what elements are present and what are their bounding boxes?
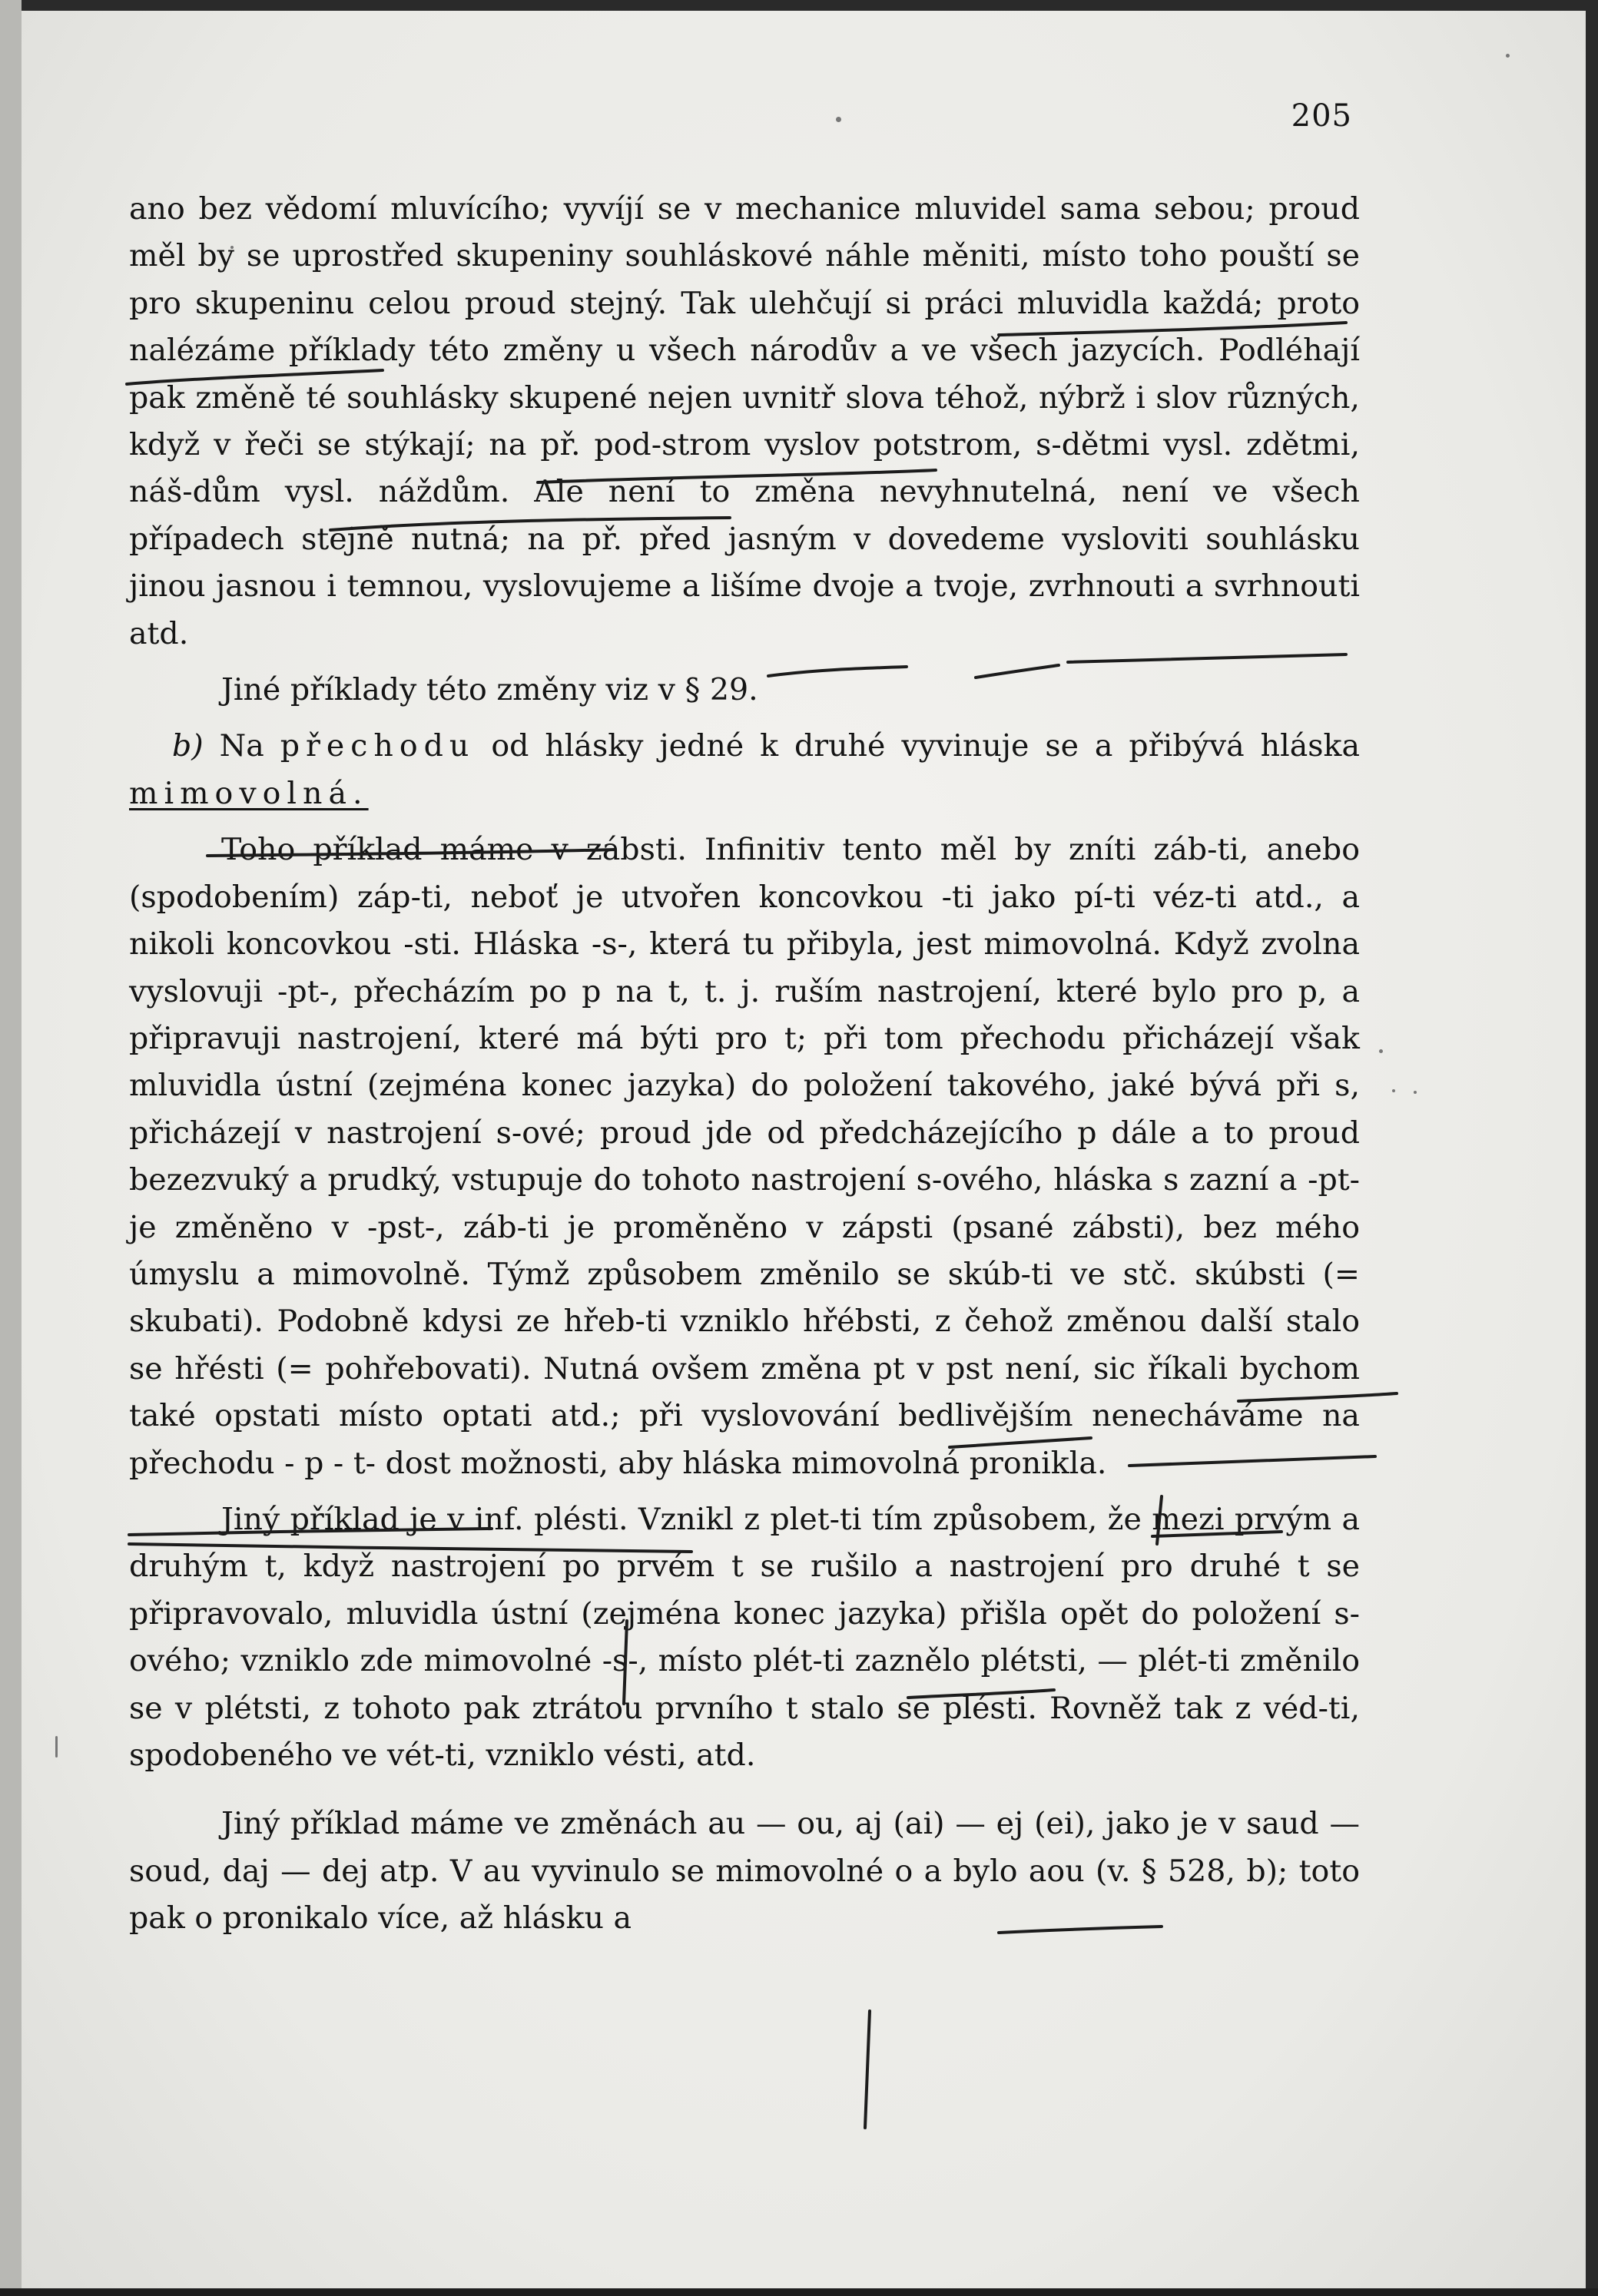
body-text: [129, 186, 1360, 1943]
section-b-term-2: mimovolná.: [129, 775, 369, 811]
scan-border-right: [1586, 0, 1598, 2296]
paragraph-5: Jiný příklad máme ve změnách au — ou, aj (ai) — ej (ei), jako je v saud — soud, daj — dej atp. V au vyvinulo se mimovolné o a bylo aou (v. § 528, b); toto pak o pronikalo více, až hlásku a: [129, 1806, 1360, 1937]
paragraph-4: Jiný příklad je v inf. plésti. Vznikl z plet-ti tím způsobem, že mezi prvým a druhým t, když nastrojení po prvém t se rušilo a nastrojení pro druhé t se připravovalo, mluvidla ústní (zejména konec jazyka) přišla opět do položení s-ového; vzniklo zde mimovolné -s-, místo plét-ti zaznělo plétsti, — plét-ti změnilo se v plétsti, z tohoto pak ztrátou prvního t stalo se plésti. Rovněž tak z véd-ti, spodobeného ve vét-ti, vzniklo vésti, atd.: [129, 1501, 1360, 1773]
paragraph-1: ano bez vědomí mluvícího; vyvíjí se v mechanice mluvidel sama sebou; proud měl by se uprostřed skupeniny souhláskové náhle měniti, místo toho pouští se pro skupeninu celou proud stejný. Tak ulehčují si práci mluvidla každá; proto nalézáme příklady této změny u všech národův a ve všech jazycích. Podléhají pak změně té souhlásky skupené nejen uvnitř slova téhož, nýbrž i slov různých, když v řeči se stýkají; na př. pod-strom vyslov potstrom, s-dětmi vysl. zdětmi, náš-dům vysl. náždům. Ale není to změna nevyhnutelná, není ve všech případech stejně nutná; na př. před jasným v dovedeme vysloviti souhlásku jinou jasnou i temnou, vyslovujeme a lišíme dvoje a tvoje, zvrhnouti a svrhnouti atd.: [129, 191, 1360, 651]
page-number: 205: [1291, 98, 1352, 134]
section-b-text-1: Na: [219, 728, 264, 764]
scan-border-top: [0, 0, 1598, 11]
paragraph-2: Jiné příklady této změny viz v § 29.: [221, 672, 758, 708]
section-b-label: b): [172, 728, 204, 764]
scan-border-left: [0, 0, 22, 2296]
section-b-term-1: přechodu: [280, 728, 476, 764]
section-b-text-2: od hlásky jedné k druhé vyvinuje se a přibývá hláska: [491, 728, 1361, 764]
scan-border-bottom: [0, 2288, 1598, 2296]
paragraph-3: Toho příklad máme v zábsti. Infinitiv tento měl by zníti záb-ti, anebo (spodobením) záp-ti, neboť je utvořen koncovkou -ti jako pí-ti véz-ti atd., a nikoli koncovkou -sti. Hláska -s-, která tu přibyla, jest mimovolná. Když zvolna vyslovuji -pt-, přecházím po p na t, t. j. ruším nastrojení, které bylo pro p, a připravuji nastrojení, které má býti pro t; při tom přechodu přicházejí však mluvidla ústní (zejména konec jazyka) do položení takového, jaké bývá při s, přicházejí v nastrojení s-ové; proud jde od předcházejícího p dále a to proud bezezvuký a prudký, vstupuje do tohoto nastrojení s-ového, hláska s zazní a -pt- je změněno v -pst-, záb-ti je proměněno v zápsti (psané zábsti), bez mého úmyslu a mimovolně. Týmž způsobem změnilo se skúb-ti ve stč. skúbsti (= skubati). Podobně kdysi ze hřeb-ti vzniklo hřébsti, z čehož změnou další stalo se hřésti (= pohřebovati). Nutná ovšem změna pt v pst není, sic říkali bychom také opstati místo optati atd.; při vyslovování bedlivějším nenecháváme na přechodu - p - t- dost možnosti, aby hláska mimovolná pronikla.: [129, 832, 1360, 1481]
pen-bracket: [865, 2011, 870, 2128]
section-b: [129, 723, 1360, 817]
